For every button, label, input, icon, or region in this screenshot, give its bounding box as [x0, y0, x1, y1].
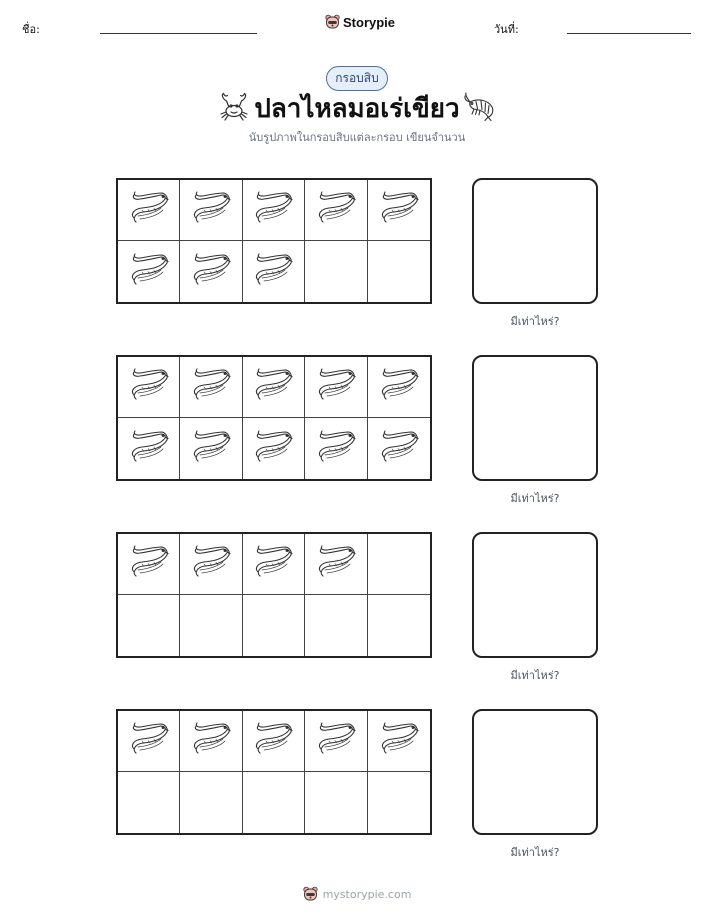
frame-cell	[118, 418, 180, 479]
frame-cell	[243, 418, 305, 479]
answer-box-2[interactable]	[472, 355, 598, 481]
eel-icon	[315, 427, 357, 471]
frame-cell	[243, 772, 305, 833]
eel-icon	[190, 188, 232, 232]
frame-cell	[118, 534, 180, 595]
frame-cell	[243, 241, 305, 302]
eel-icon	[190, 250, 232, 294]
answer-box-3[interactable]	[472, 532, 598, 658]
question-label-2: มีเท่าไหร่?	[510, 492, 560, 505]
eel-icon	[378, 719, 420, 763]
frame-cell	[368, 772, 430, 833]
topic-badge: กรอบสิบ	[326, 66, 388, 91]
ten-frame-2	[116, 355, 432, 481]
name-label: ชื่อ:	[22, 23, 40, 36]
footer-url: mystorypie.com	[322, 887, 412, 901]
frame-cell	[368, 595, 430, 656]
frame-cell	[118, 772, 180, 833]
answer-box-4[interactable]	[472, 709, 598, 835]
frame-cell	[180, 241, 242, 302]
question-label-4: มีเท่าไหร่?	[510, 846, 560, 859]
eel-icon	[128, 427, 170, 471]
frame-cell	[118, 180, 180, 241]
eel-icon	[378, 188, 420, 232]
eel-icon	[128, 250, 170, 294]
eel-icon	[252, 719, 294, 763]
eel-icon	[190, 427, 232, 471]
frame-cell	[305, 241, 367, 302]
frame-cell	[305, 711, 367, 772]
instructions: นับรูปภาพในกรอบสิบแต่ละกรอบ เขียนจำนวน	[248, 131, 466, 144]
frame-cell	[180, 418, 242, 479]
frame-cell	[118, 595, 180, 656]
frame-cell	[305, 772, 367, 833]
frame-cell	[243, 534, 305, 595]
eel-icon	[128, 542, 170, 586]
eel-icon	[128, 365, 170, 409]
frame-cell	[305, 418, 367, 479]
ten-frame-1	[116, 178, 432, 304]
frame-cell	[368, 357, 430, 418]
footer	[0, 886, 714, 902]
eel-icon	[128, 719, 170, 763]
answer-box-1[interactable]	[472, 178, 598, 304]
eel-icon	[128, 188, 170, 232]
eel-icon	[315, 365, 357, 409]
eel-icon	[378, 365, 420, 409]
eel-icon	[315, 188, 357, 232]
frame-cell	[118, 711, 180, 772]
brand-logo	[325, 12, 395, 32]
frame-cell	[243, 711, 305, 772]
eel-icon	[252, 250, 294, 294]
brand-name: Storypie	[343, 14, 396, 30]
frame-cell	[368, 711, 430, 772]
ten-frame-4	[116, 709, 432, 835]
date-label: วันที่:	[494, 23, 519, 36]
question-label-1: มีเท่าไหร่?	[510, 315, 560, 328]
eel-icon	[190, 719, 232, 763]
eel-icon	[315, 542, 357, 586]
frame-cell	[368, 180, 430, 241]
frame-cell	[368, 418, 430, 479]
eel-icon	[190, 365, 232, 409]
date-line[interactable]	[567, 33, 691, 34]
ten-frame-3	[116, 532, 432, 658]
shrimp-icon	[464, 92, 498, 126]
frame-cell	[368, 534, 430, 595]
frame-cell	[118, 241, 180, 302]
frame-cell	[180, 772, 242, 833]
frame-cell	[243, 357, 305, 418]
frame-cell	[243, 595, 305, 656]
eel-icon	[252, 542, 294, 586]
eel-icon	[252, 188, 294, 232]
frame-cell	[180, 711, 242, 772]
frame-cell	[180, 595, 242, 656]
eel-icon	[315, 719, 357, 763]
eel-icon	[378, 427, 420, 471]
frame-cell	[180, 180, 242, 241]
bear-icon	[325, 14, 340, 30]
bear-icon	[303, 886, 318, 902]
frame-cell	[180, 534, 242, 595]
frame-cell	[305, 180, 367, 241]
name-line[interactable]	[100, 33, 257, 34]
frame-cell	[305, 595, 367, 656]
frame-cell	[305, 357, 367, 418]
frame-cell	[305, 534, 367, 595]
question-label-3: มีเท่าไหร่?	[510, 669, 560, 682]
frame-cell	[243, 180, 305, 241]
frame-cell	[368, 241, 430, 302]
frame-cell	[118, 357, 180, 418]
eel-icon	[252, 365, 294, 409]
page-title: ปลาไหลมอเร่เขียว	[254, 94, 460, 124]
eel-icon	[252, 427, 294, 471]
eel-icon	[190, 542, 232, 586]
frame-cell	[180, 357, 242, 418]
